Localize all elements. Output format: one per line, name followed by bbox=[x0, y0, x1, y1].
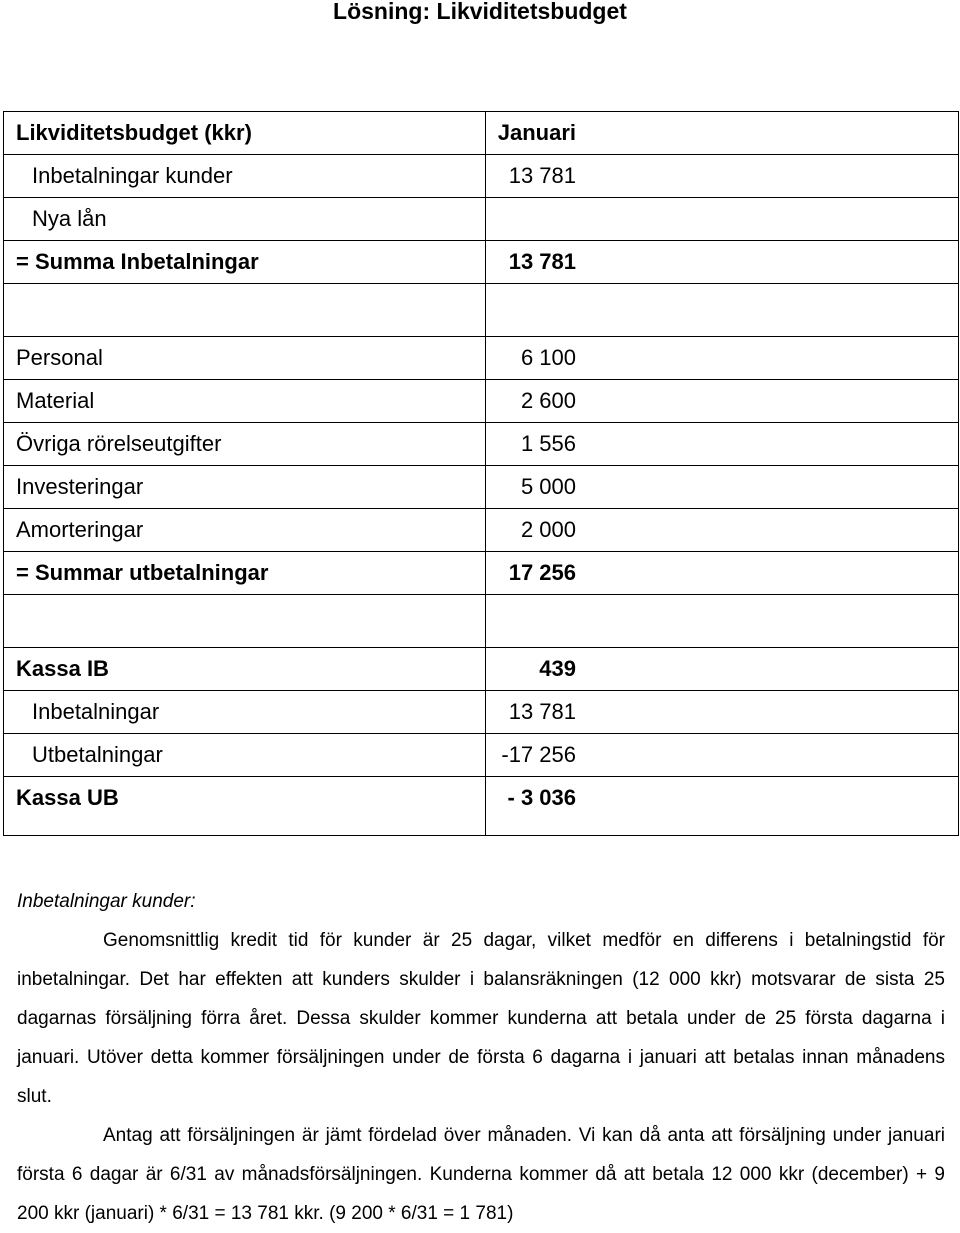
row-value-cell bbox=[486, 466, 959, 509]
page-title: Lösning: Likviditetsbudget bbox=[333, 0, 627, 24]
row-value: 439 bbox=[539, 656, 576, 681]
paragraph: Antag att försäljningen är jämt fördelad över månaden. Vi kan då anta att försäljning under januari första 6 dagar är 6/31 av månadsförsäljningen. Kunderna kommer då att betala 12 000 kkr (december) + 9 200 kkr (januari) * 6/31 = 13 781 kkr. (9 200 * 6/31 = 1 781) bbox=[17, 1125, 945, 1224]
row-label: Kassa IB bbox=[4, 648, 486, 691]
paragraph: Genomsnittlig kredit tid för kunder är 25 dagar, vilket medför en differens i betalningstid för inbetalningar. Det har effekten att kunders skulder i balansräkningen (12 000 kkr) motsvarar de sista 25 dagarnas försäljning förra året. Dessa skulder kommer kunderna att betala under de 25 första dagarna i januari. Utöver detta kommer försäljningen under de första 6 dagarna i januari att betalas innan månadens slut. bbox=[17, 930, 945, 1107]
row-value: - 3 036 bbox=[507, 785, 576, 810]
table-row bbox=[4, 466, 959, 509]
spacer-row bbox=[4, 284, 959, 337]
row-label: Övriga rörelseutgifter bbox=[4, 423, 486, 466]
row-value: 5 000 bbox=[520, 474, 576, 499]
explanation-section bbox=[17, 882, 945, 1233]
row-value: 1 556 bbox=[520, 431, 576, 456]
table-row-total bbox=[4, 648, 959, 691]
row-value: 2 000 bbox=[520, 517, 576, 542]
spacer-cell bbox=[486, 284, 959, 337]
spacer-cell bbox=[4, 595, 486, 648]
row-value: 17 256 bbox=[508, 560, 576, 585]
table-row bbox=[4, 509, 959, 552]
table-row bbox=[4, 691, 959, 734]
table-row bbox=[4, 380, 959, 423]
table-row-total bbox=[4, 241, 959, 284]
row-value: 13 781 bbox=[508, 249, 576, 274]
row-value-cell bbox=[486, 198, 959, 241]
row-value-cell bbox=[486, 734, 959, 777]
row-label: Nya lån bbox=[4, 198, 486, 241]
header-month bbox=[486, 112, 959, 155]
row-label: Material bbox=[4, 380, 486, 423]
row-value-cell bbox=[486, 648, 959, 691]
row-value: 13 781 bbox=[508, 699, 576, 724]
liquidity-budget-table bbox=[3, 111, 959, 836]
row-label: Inbetalningar kunder bbox=[4, 155, 486, 198]
header-month-label: Januari bbox=[497, 120, 576, 145]
table-row bbox=[4, 155, 959, 198]
table-row bbox=[4, 423, 959, 466]
row-value-cell bbox=[486, 241, 959, 284]
row-value-cell bbox=[486, 423, 959, 466]
row-label: Utbetalningar bbox=[4, 734, 486, 777]
row-value-cell bbox=[486, 691, 959, 734]
table-row-total bbox=[4, 552, 959, 595]
row-label: Investeringar bbox=[4, 466, 486, 509]
row-label: Amorteringar bbox=[4, 509, 486, 552]
row-value-cell bbox=[486, 155, 959, 198]
row-label: = Summar utbetalningar bbox=[4, 552, 486, 595]
section-heading: Inbetalningar kunder: bbox=[17, 891, 196, 912]
row-value-cell bbox=[486, 552, 959, 595]
row-value: 13 781 bbox=[508, 163, 576, 188]
spacer-cell bbox=[4, 284, 486, 337]
table-row bbox=[4, 734, 959, 777]
row-label: Inbetalningar bbox=[4, 691, 486, 734]
row-value-cell bbox=[486, 337, 959, 380]
header-label: Likviditetsbudget (kkr) bbox=[4, 112, 486, 155]
table-header-row bbox=[4, 112, 959, 155]
row-value: 6 100 bbox=[520, 345, 576, 370]
table-row-total bbox=[4, 777, 959, 836]
table-row bbox=[4, 198, 959, 241]
row-label: Personal bbox=[4, 337, 486, 380]
table-row bbox=[4, 337, 959, 380]
row-value-cell bbox=[486, 380, 959, 423]
spacer-cell bbox=[486, 595, 959, 648]
row-value-cell bbox=[486, 777, 959, 836]
row-value: 2 600 bbox=[520, 388, 576, 413]
row-label: Kassa UB bbox=[4, 777, 486, 836]
row-label: = Summa Inbetalningar bbox=[4, 241, 486, 284]
spacer-row bbox=[4, 595, 959, 648]
row-value-cell bbox=[486, 509, 959, 552]
row-value: -17 256 bbox=[501, 742, 576, 767]
